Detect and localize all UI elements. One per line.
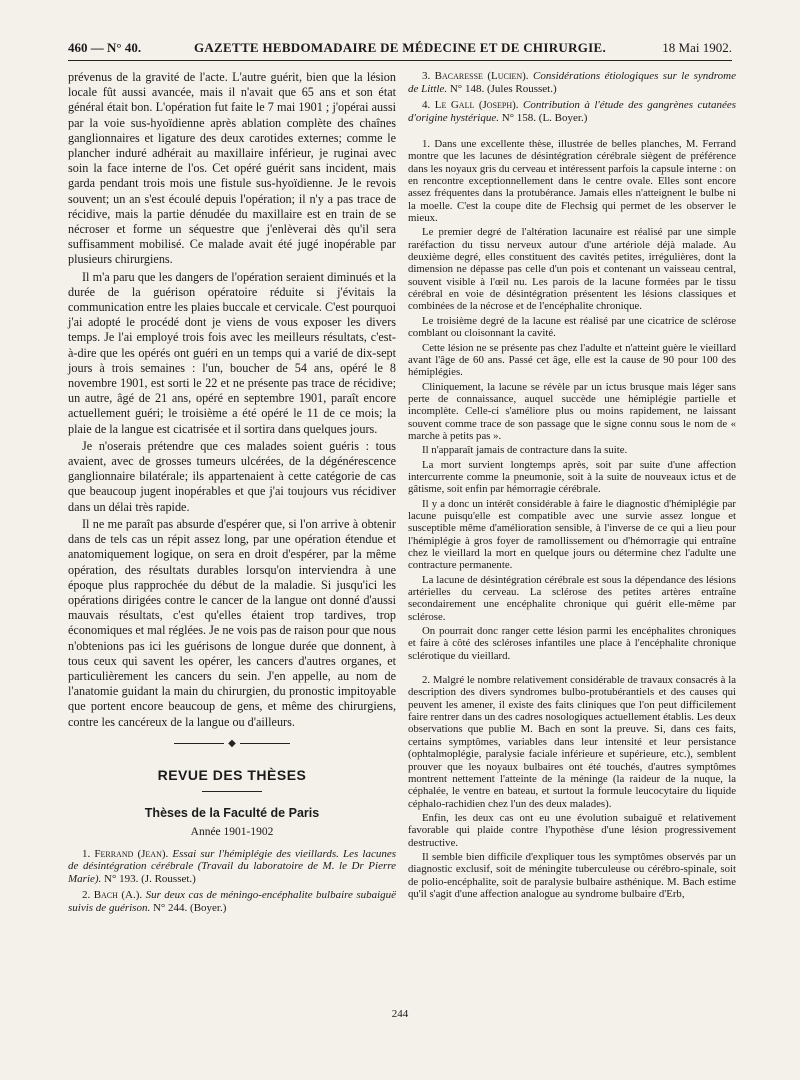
page-reference: 460 — N° 40. bbox=[68, 40, 142, 55]
reference-tail: N° 244. (Boyer.) bbox=[152, 901, 227, 914]
reference-tail: N° 193. (J. Rousset.) bbox=[104, 872, 196, 885]
thesis-reference bbox=[68, 848, 396, 886]
title-rule bbox=[202, 791, 262, 792]
reference-title: Considérations étiologiques sur le syndrome de Little. bbox=[408, 70, 736, 95]
reference-title: Contribution à l'étude des gangrènes cutanées d'origine hystérique. bbox=[408, 99, 737, 124]
reference-number: 2. bbox=[82, 889, 91, 902]
paragraph: Cette lésion ne se présente pas chez l'adulte et n'atteint guère le vieillard avant l'âge de 60 ans. Passé cet âge, elle est la cause de 90 pour 100 des hémiplégies. bbox=[408, 341, 736, 379]
ornament-line bbox=[240, 743, 290, 744]
reference-author: Bacaresse (Lucien). bbox=[434, 70, 529, 82]
page-number: 244 bbox=[391, 1008, 409, 1020]
thesis-reference-list bbox=[68, 848, 396, 915]
paragraph: 1. Dans une excellente thèse, illustrée de belles planches, M. Ferrand montre que les lacunes de désintégration cérébrale siègent de préférence dans les noyaux gris du cerveau et intéressent parfois la capsule interne : on en rencontre exceptionnellement dans le centre ovale. Elles sont encore assez fréquentes dans la protubérance. Jamais elles n'atteignent le bulbe ni la moelle. C'est la coupe dite de Flechsig qui permet de les observer le mieux. bbox=[408, 138, 736, 225]
thesis-reference bbox=[408, 99, 736, 124]
subsection-title: Thèses de la Faculté de Paris bbox=[144, 805, 320, 820]
paragraph: La lacune de désintégration cérébrale est sous la dépendance des lésions artérielles du cerveau. La sclérose des petites artères entraîne secondairement une encéphalite chronique qui guérit elle-même par sclérose. bbox=[408, 573, 736, 623]
paragraph: Il y a donc un intérêt considérable à faire le diagnostic d'hémiplégie par lacune puisqu'elle est compatible avec une survie assez longue et susceptible même d'amélioration sensible, à l'inverse de ce qui a lieu pour l'hémiplégie à gros foyer de ramollissement ou d'hémorragie qui entraîne chez le vieillard la mort en quelque jours ou détermine chez l'adulte une contracture permanente. bbox=[408, 497, 736, 572]
reference-title: Sur deux cas de méningo-encéphalite bulbaire subaiguë suivis de guérison. bbox=[68, 889, 397, 914]
reference-tail: N° 148. (Jules Rousset.) bbox=[449, 82, 557, 95]
section-title: REVUE DES THÈSES bbox=[157, 766, 307, 783]
paragraph: Le troisième degré de la lacune est réalisé par une cicatrice de sclérose comblant ou cloisonnant la cavité. bbox=[408, 314, 736, 340]
paragraph: Il m'a paru que les dangers de l'opération seraient diminués et la durée de la guérison opératoire réduite si j'évitais la communication entre les plaies buccale et cervicale. C'est pourquoi j'ai adopté le procédé dont je viens de vous exposer les divers temps. Je l'ai employé trois fois avec les meilleurs résultats, c'est-à-dire que les opérés ont guéri en un temps qui a varié de dix-sept jours à trois semaines : l'un, boucher de 54 ans, opéré le 8 novembre 1901, est sorti le 22 et ne présente pas trace de récidive; un autre, âgé de 21 ans, opéré en septembre 1901, paraît encore actuellement guéri; le troisième a été opéré le 11 de ce mois; la plaie de la langue est cicatrisée et il sortira dans quelques jours. bbox=[68, 269, 396, 436]
paragraph: Il n'apparaît jamais de contracture dans la suite. bbox=[422, 444, 628, 457]
reference-number: 1. bbox=[82, 847, 91, 860]
paragraph: 2. Malgré le nombre relativement considérable de travaux consacrés à la description des divers syndromes bulbo-protubérantiels et des causes qui peuvent les amener, il existe des faits cliniques que l'on peut difficilement faire rentrer dans un des cadres nosologiques actuellement établis. Les deux observations que publie M. Bach en sont la preuve. Si, dans ces faits, certains symptômes, variables dans leur intensité et leur persistance (ophtalmoplégie, paralysie faciale inférieure et supérieure, etc.), semblent prouver que les noyaux bulbaires ont été touchés, d'autres symptômes montrent nettement l'atteinte de la méninge (la raideur de la nuque, la céphalée, le ventre en bateau, et surtout la formule leucocytaire du liquide céphalo-rachidien chez l'un des deux malades). bbox=[408, 674, 736, 810]
reference-author: Bach (A.). bbox=[93, 889, 143, 902]
academic-year: Année 1901-1902 bbox=[190, 825, 274, 838]
paragraph: Je n'oserais prétendre que ces malades soient guéris : tous avaient, avec de grosses tumeurs ulcérées, de la dégénérescence ganglionnaire bilatérale; ils appartenaient à cette catégorie de cas que beaucoup jugent inopérables et que j'ai toujours vus récidiver dans un délai très rapide. bbox=[68, 438, 396, 514]
paragraph: Cliniquement, la lacune se révèle par un ictus brusque mais léger sans perte de connaissance, auquel succède une hémiplégie partielle et incomplète. Celle-ci s'améliore plus ou moins rapidement, ne laissant souvent comme trace de son passage que le signe connu sous le nom de « marche à petits pas ». bbox=[408, 380, 736, 442]
ornament-line bbox=[174, 743, 224, 744]
thesis-reference-list bbox=[408, 70, 736, 124]
thesis-reference bbox=[408, 70, 736, 95]
reference-number: 3. bbox=[422, 70, 431, 82]
section-ornament bbox=[68, 738, 396, 749]
journal-title: GAZETTE HEBDOMADAIRE DE MÉDECINE ET DE CHIRURGIE. bbox=[193, 40, 607, 55]
paragraph: Le premier degré de l'altération lacunaire est réalisé par une simple raréfaction du tissu nerveux autour d'une artériole déjà malade. Au deuxième degré, elles constituent des cavités petites, irrégulières, dont la dimension ne dépasse pas celle d'un pois et contenant un vaisseau central, souvent visible à l'œil nu. Les parois de la lacune formées par le tissu cérébral en voie de désintégration présentent les lésions classiques et combinées de la nécrose et de l'encéphalite chronique. bbox=[408, 226, 736, 313]
paragraph: On pourrait donc ranger cette lésion parmi les encéphalites chroniques et faire à côté des scléroses infantiles une place à l'encéphalite chronique sclérotique du vieillard. bbox=[408, 625, 736, 662]
paragraph: La mort survient longtemps après, soit par suite d'une affection intercurrente comme la pneumonie, soit à la suite de nouveaux ictus et de gâtisme, soit enfin par hémorragie cérébrale. bbox=[408, 458, 736, 496]
paragraph: Enfin, les deux cas ont eu une évolution subaiguë et relativement favorable qui plaide contre l'hypothèse d'une lésion progressivement destructive. bbox=[408, 811, 736, 849]
paragraph: prévenus de la gravité de l'acte. L'autre guérit, bien que la lésion locale fût aussi avancée, mais il n'avait que 65 ans et son état général était bon. L'opération fut faite le 7 mai 1901 ; j'opérai aussi par la voie sus-hyoïdienne après ablation complète des chaînes ganglionnaires et ligature des deux carotides externes; comme le plancher induré adhérait au maxillaire inférieur, je ruginai avec soin la face interne de l'os. Cet opéré guérit sans incident, mais garda pendant trois mois une fistule sus-hyoïdienne. Je le revois souvent; un an s'est écoulé depuis l'opération; il n'y a pas trace de récidive, mais la partie dénudée du maxillaire est en train de se nécroser et forme un séquestre que j'enlèverai dès qu'il sera suffisamment mobilisé. Ce malade avait été jugé inopérable par plusieurs chirurgiens. bbox=[68, 70, 396, 267]
right-column bbox=[408, 70, 736, 902]
reference-author: Le Gall (Joseph). bbox=[434, 99, 519, 111]
reference-number: 4. bbox=[422, 99, 431, 111]
reference-title: Essai sur l'hémiplégie des vieillards. Les lacunes de désintégration cérébrale (Travail du laboratoire de M. le Dr Pierre Marie). bbox=[68, 847, 397, 885]
ornament-glyph: ◆ bbox=[228, 737, 236, 749]
left-column bbox=[68, 70, 396, 918]
running-header bbox=[68, 40, 732, 61]
reference-tail: N° 158. (L. Boyer.) bbox=[501, 111, 588, 124]
thesis-reference bbox=[68, 889, 396, 914]
paragraph: Il ne me paraît pas absurde d'espérer que, si l'on arrive à obtenir dans de tels cas un répit assez long, par une opération étendue et anatomiquement logique, on sera en droit d'espérer, par la même opération, des résultats durables lorsqu'on interviendra à une époque plus rapprochée du début de la maladie. Si jusqu'ici les opérations dirigées contre le cancer de la langue ont donné d'aussi mauvais résultats, c'est qu'elles étaient trop tardives, trop économiques et mal réglées. Je ne vois pas de raison pour que nous n'obtenions pas ici les guérisons de longue durée que donnent, à tous ceux qui savent les opérer, les cancers d'autres organes, et particulièrement les cancers du sein. J'en appelle, au nom de l'anatomie guidant la main du chirurgien, du pronostic impitoyable que portent encore beaucoup de gens, et même des chirurgiens, contre les cancéreux de la langue ou d'ailleurs. bbox=[68, 516, 396, 729]
reference-author: Ferrand (Jean). bbox=[94, 847, 169, 860]
paragraph: Il semble bien difficile d'expliquer tous les symptômes observés par un diagnostic exclusif, soit de méningite tuberculeuse ou cérébro-spinale, soit de polio-encéphalite, soit de paralysie bulbaire asthénique. M. Bach estime qu'il s'agit d'une affection analogue au syndrome bulbaire d'Erb, bbox=[408, 850, 736, 900]
issue-date: 18 Mai 1902. bbox=[662, 40, 732, 55]
